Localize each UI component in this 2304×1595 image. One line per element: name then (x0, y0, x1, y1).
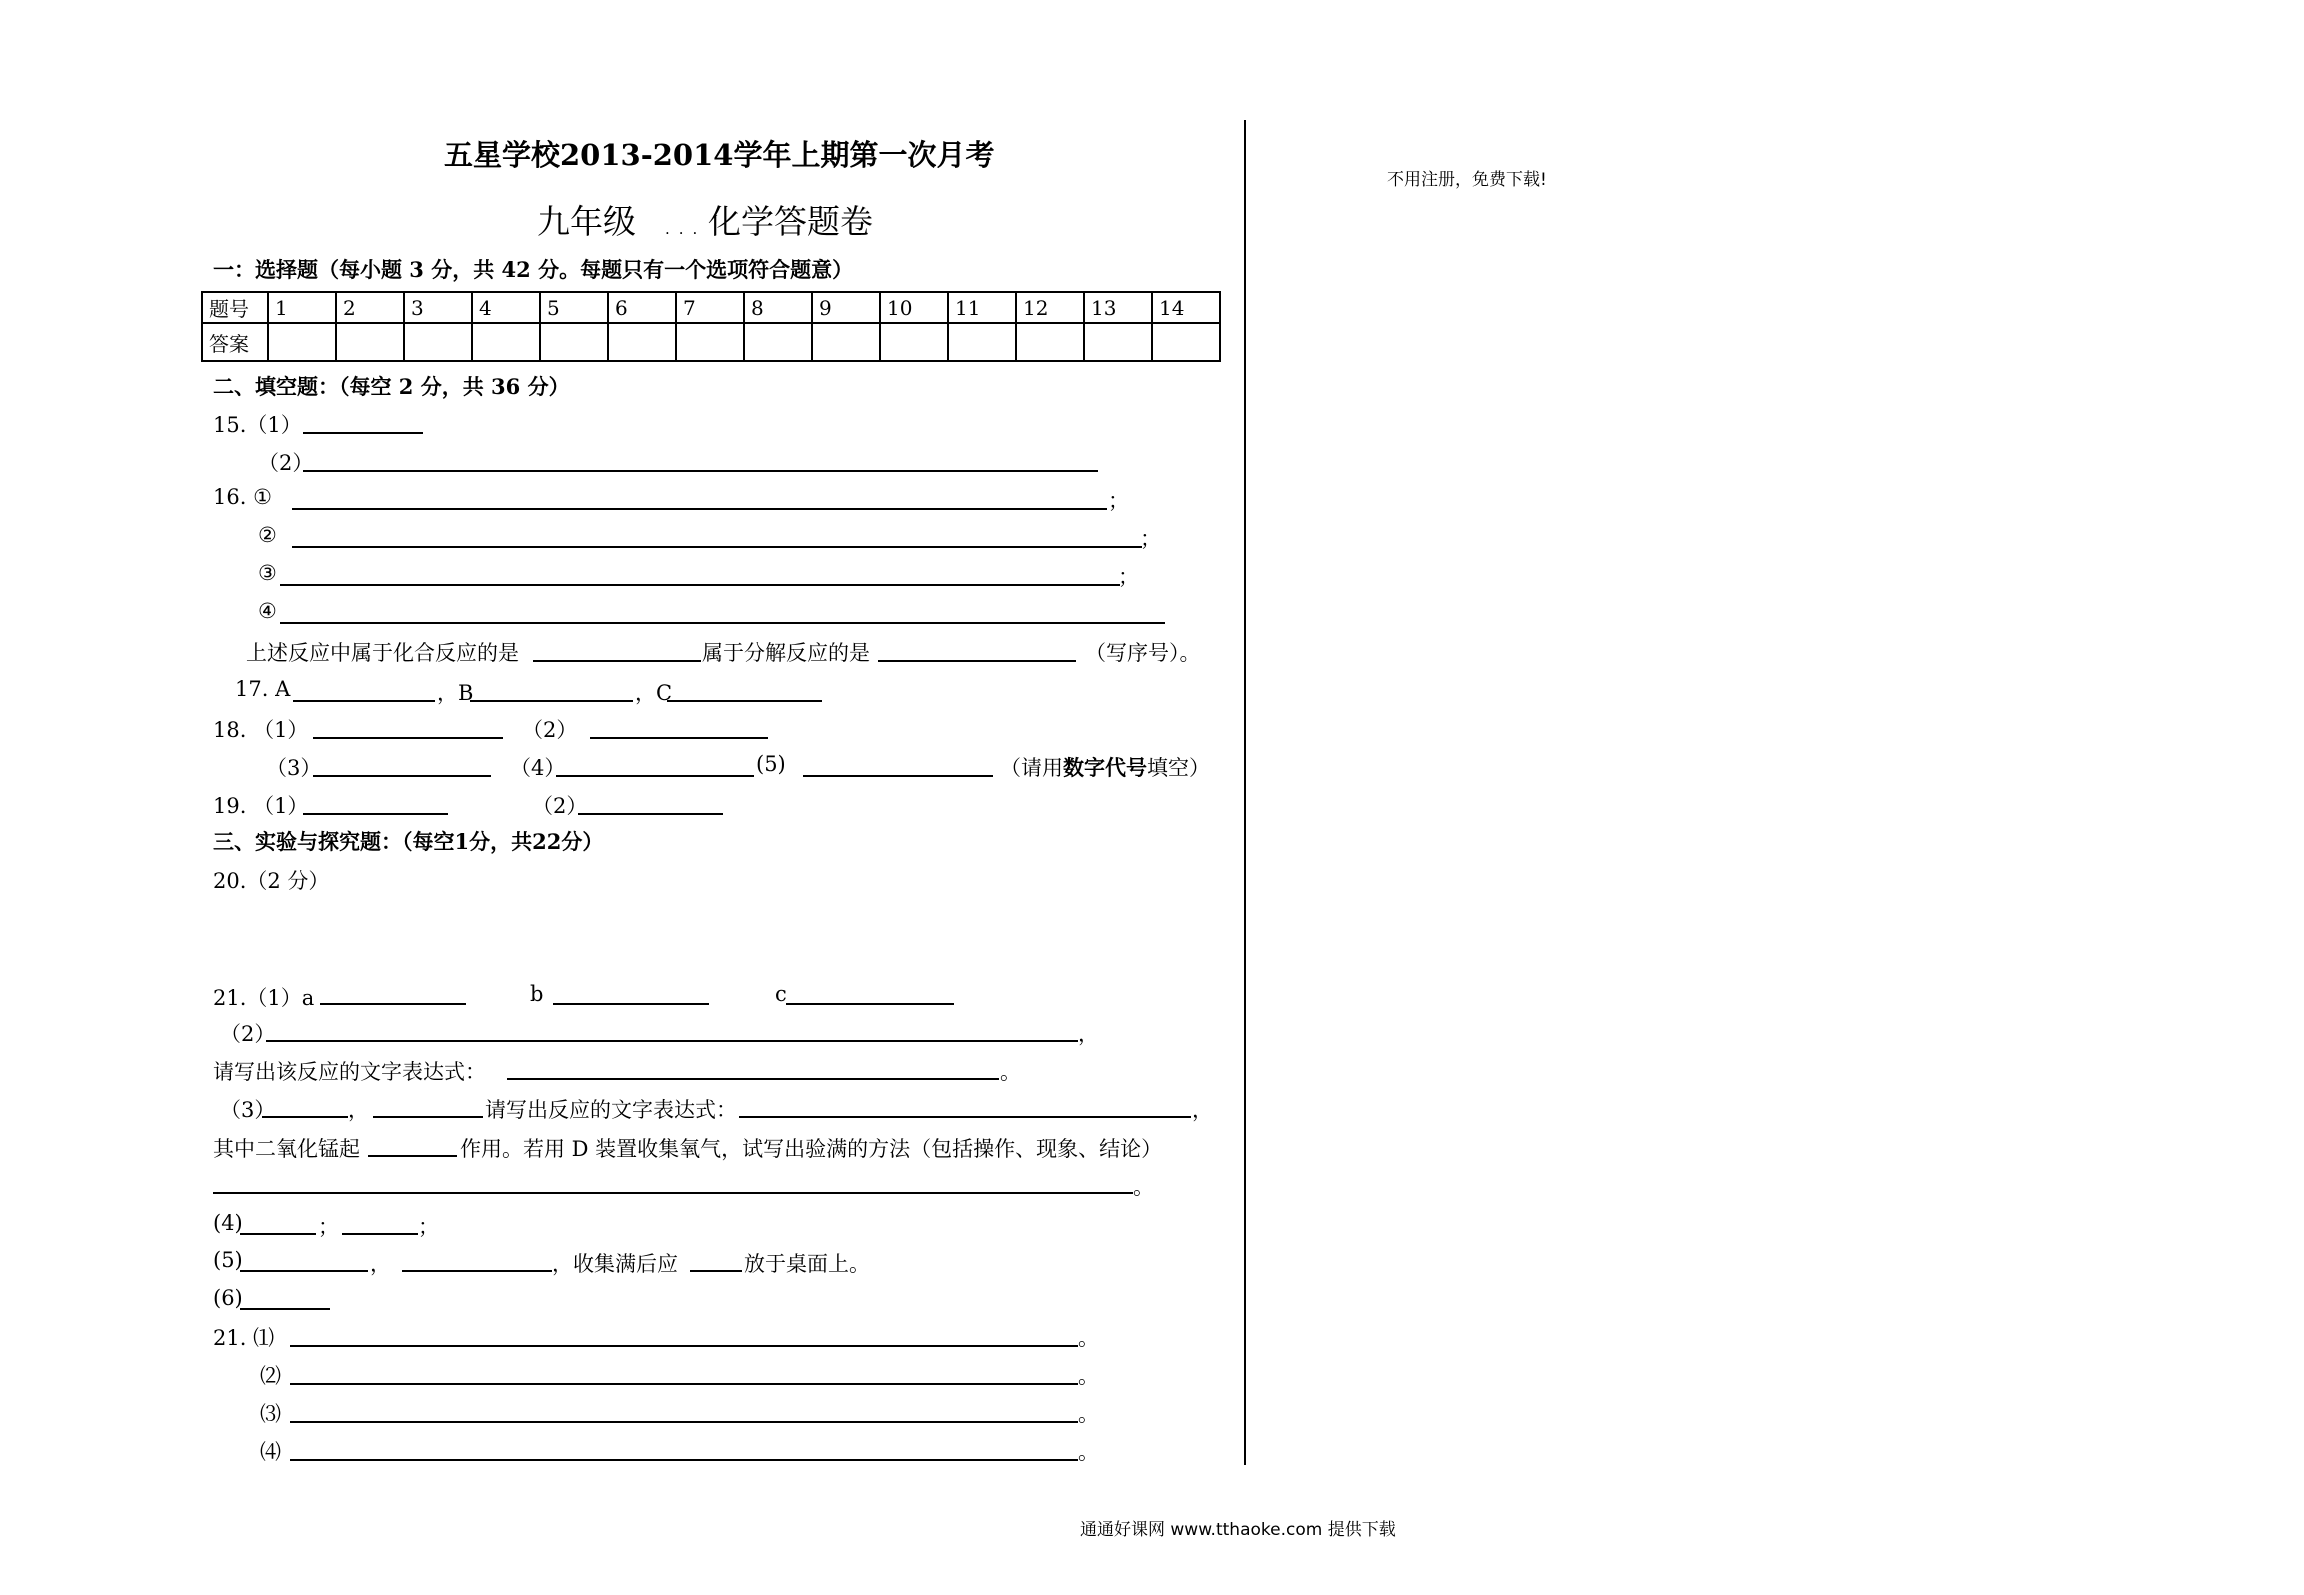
table-cell: 14 (1152, 292, 1220, 323)
footer-text: 通通好课网 www.tthaoke.com 提供下载 (1080, 1520, 1396, 1540)
q22-2-line[interactable] (290, 1383, 1078, 1385)
q22-4-line[interactable] (290, 1459, 1078, 1461)
answer-cell[interactable] (744, 323, 812, 361)
q21-check-method-line[interactable] (213, 1192, 1133, 1194)
table-cell: 11 (948, 292, 1016, 323)
q17-b-label: ，B (437, 681, 474, 705)
q22-4-label: ⑷ (260, 1440, 281, 1464)
q18-1-line[interactable] (313, 737, 503, 739)
table-cell: 3 (404, 292, 472, 323)
q18-3-label: （3） (266, 756, 322, 780)
q18-note (1000, 752, 1210, 782)
q21-b-line[interactable] (553, 1003, 709, 1005)
q21-6-line[interactable] (240, 1308, 330, 1310)
q17-label: 17. A (235, 677, 291, 701)
q16-2-semicolon: ； (1140, 527, 1161, 551)
q16-label: 16. ① (213, 485, 272, 509)
q21-expr-line[interactable] (507, 1078, 999, 1080)
q16-3-label: ③ (258, 561, 277, 585)
q21-c-label: c (775, 982, 787, 1006)
q22-2-period: 。 (1078, 1364, 1099, 1388)
q21-mno2-line[interactable] (368, 1155, 457, 1157)
table-cell: 6 (608, 292, 676, 323)
q22-3-period: 。 (1078, 1402, 1099, 1426)
section2-heading: 二、填空题：（每空 2 分，共 36 分） (213, 374, 570, 399)
q21-2-label: （2） (220, 1022, 276, 1046)
q18-2-line[interactable] (590, 737, 768, 739)
q21-mno2-a: 其中二氧化锰起 (213, 1137, 360, 1161)
q15-label: 15.（1） (213, 413, 302, 437)
q16-1-answer-line[interactable] (292, 508, 1107, 510)
answer-cell[interactable] (608, 323, 676, 361)
q21-3-expr-line[interactable] (739, 1116, 1191, 1118)
answer-cell[interactable] (948, 323, 1016, 361)
q16-4-label: ④ (258, 599, 277, 623)
q20-label: 20.（2 分） (213, 869, 330, 893)
q22-3-label: ⑶ (260, 1402, 281, 1426)
q19-2-label: （2） (532, 794, 588, 818)
q15-2-label: （2） (258, 451, 314, 475)
answer-cell[interactable] (268, 323, 336, 361)
q21-5-line-1[interactable] (240, 1270, 368, 1272)
q21-3-expr-label: 请写出反应的文字表达式： (485, 1098, 737, 1122)
answer-cell[interactable] (336, 323, 404, 361)
q17-c-label: ，C (635, 681, 673, 705)
q21-4-semicolon-2: ； (418, 1215, 439, 1239)
table-cell: 12 (1016, 292, 1084, 323)
dot-marks: ... (665, 220, 707, 238)
table-cell: 10 (880, 292, 948, 323)
q21-expr-period: 。 (1000, 1060, 1021, 1084)
q21-expr-label: 请写出该反应的文字表达式： (213, 1060, 486, 1084)
q21-5-line-2[interactable] (402, 1270, 552, 1272)
exam-title: 五星学校2013-2014学年上期第一次月考 (444, 138, 995, 172)
q16-summary-b: 属于分解反应的是 (702, 641, 870, 665)
q15-2-answer-line[interactable] (303, 470, 1098, 472)
q22-3-line[interactable] (290, 1421, 1078, 1423)
q16-2-answer-line[interactable] (292, 546, 1142, 548)
q17-c-line[interactable] (667, 700, 822, 702)
q18-4-label: （4） (510, 756, 566, 780)
q22-label: 21. ⑴ (213, 1326, 275, 1350)
exam-subtitle-subject: 化学答题卷 (708, 202, 873, 241)
q21-3-line-1[interactable] (262, 1116, 348, 1118)
q18-note-b: 数字代号 (1063, 755, 1147, 780)
answer-cell[interactable] (1016, 323, 1084, 361)
answer-cell[interactable] (812, 323, 880, 361)
table-row-label: 题号 (202, 292, 268, 323)
q21-label: 21.（1）a (213, 986, 315, 1010)
q21-3-line-2[interactable] (373, 1116, 483, 1118)
q22-2-label: ⑵ (260, 1364, 281, 1388)
q21-4-label: (4) (213, 1211, 243, 1235)
q19-2-line[interactable] (578, 813, 723, 815)
page-divider (1244, 120, 1246, 1465)
q18-3-line[interactable] (313, 775, 491, 777)
q21-4-semicolon-1: ； (318, 1215, 339, 1239)
q18-5-label: (5) (756, 752, 786, 776)
q16-4-answer-line[interactable] (280, 622, 1165, 624)
q21-2-line[interactable] (266, 1040, 1078, 1042)
q21-5-mid: ，收集满后应 (552, 1252, 678, 1276)
q21-b-label: b (530, 982, 544, 1006)
q16-summary-a: 上述反应中属于化合反应的是 (246, 641, 519, 665)
q21-check-period: 。 (1133, 1175, 1154, 1199)
section1-heading: 一：选择题（每小题 3 分，共 42 分。每题只有一个选项符合题意） (213, 257, 854, 282)
q16-1-semicolon: ； (1108, 489, 1129, 513)
table-cell: 7 (676, 292, 744, 323)
q21-5-line-3[interactable] (690, 1270, 742, 1272)
q21-3-comma: ， (348, 1098, 369, 1122)
table-cell: 5 (540, 292, 608, 323)
q21-6-label: (6) (213, 1286, 243, 1310)
q22-4-period: 。 (1078, 1440, 1099, 1464)
exam-subtitle-grade: 九年级 (537, 202, 636, 241)
q22-1-line[interactable] (290, 1345, 1078, 1347)
q16-3-semicolon: ； (1118, 565, 1139, 589)
q19-label: 19. （1） (213, 794, 309, 818)
table-row-label: 答案 (202, 323, 268, 361)
table-cell: 13 (1084, 292, 1152, 323)
q17-a-line[interactable] (293, 700, 435, 702)
q18-note-c: 填空） (1147, 756, 1210, 780)
table-cell: 4 (472, 292, 540, 323)
answer-cell[interactable] (880, 323, 948, 361)
table-cell: 1 (268, 292, 336, 323)
answer-cell[interactable] (676, 323, 744, 361)
side-note: 不用注册，免费下载! (1387, 170, 1547, 190)
q21-c-line[interactable] (786, 1003, 954, 1005)
answer-table (201, 291, 1221, 362)
q18-4-line[interactable] (556, 775, 754, 777)
q16-combination-line[interactable] (533, 660, 701, 662)
table-cell: 9 (812, 292, 880, 323)
q21-3-label: （3） (220, 1098, 276, 1122)
answer-cell[interactable] (1084, 323, 1152, 361)
answer-cell[interactable] (472, 323, 540, 361)
q22-1-period: 。 (1078, 1326, 1099, 1350)
q16-decomposition-line[interactable] (878, 660, 1076, 662)
q18-label: 18. （1） (213, 718, 309, 742)
q15-answer-line[interactable] (303, 432, 423, 434)
q16-3-answer-line[interactable] (280, 584, 1120, 586)
section3-heading: 三、实验与探究题：（每空1分，共22分） (213, 829, 604, 854)
q21-a-line[interactable] (320, 1003, 466, 1005)
answer-cell[interactable] (404, 323, 472, 361)
answer-cell[interactable] (1152, 323, 1220, 361)
q21-mno2-b: 作用。若用 D 装置收集氧气，试写出验满的方法（包括操作、现象、结论） (460, 1137, 1163, 1161)
q18-note-a: （请用 (1000, 756, 1063, 780)
q18-2-label: （2） (522, 718, 578, 742)
q21-2-comma: ， (1078, 1022, 1099, 1046)
q17-b-line[interactable] (470, 700, 633, 702)
q21-5-end: 放于桌面上。 (744, 1252, 870, 1276)
q21-3-end-comma: ， (1192, 1098, 1213, 1122)
q16-2-label: ② (258, 523, 277, 547)
table-cell: 2 (336, 292, 404, 323)
q16-summary-c: （写序号）。 (1085, 641, 1201, 665)
q19-1-line[interactable] (303, 813, 448, 815)
q21-4-line-1[interactable] (240, 1233, 316, 1235)
answer-cell[interactable] (540, 323, 608, 361)
q21-5-label: (5) (213, 1248, 243, 1272)
q21-4-line-2[interactable] (342, 1233, 418, 1235)
q18-5-line[interactable] (803, 775, 993, 777)
q21-5-comma: ， (370, 1252, 391, 1276)
table-cell: 8 (744, 292, 812, 323)
